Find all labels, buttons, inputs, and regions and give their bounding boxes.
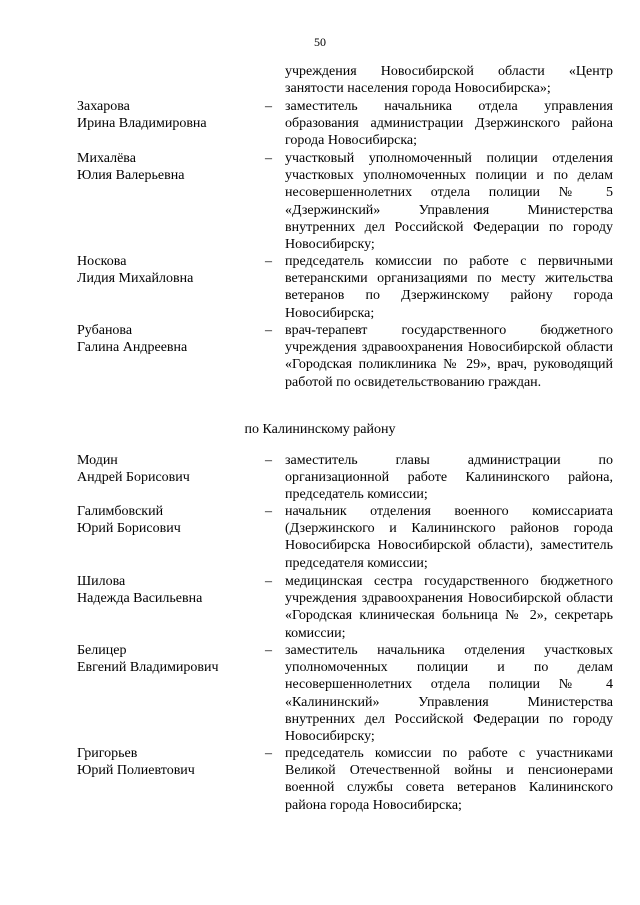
member-position: медицинская сестра государственного бюджетного учреждения здравоохранения Новосибирской области «Городская клиническая больница № 2», секретарь комиссии; <box>285 574 613 641</box>
page-number: 50 <box>314 35 326 49</box>
member-given-name: Галина Андреевна <box>77 340 188 356</box>
member-surname: Модин <box>77 453 118 468</box>
member-surname: Галимбовский <box>77 504 164 519</box>
member-surname: Захарова <box>77 99 130 114</box>
member-given-name: Андрей Борисович <box>77 470 190 486</box>
dash: – <box>265 643 272 658</box>
member-given-name: Юрий Борисович <box>77 521 181 537</box>
member-name <box>77 745 252 779</box>
member-given-name: Юрий Полиевтович <box>77 763 195 779</box>
member-position: врач-терапевт государственного бюджетного учреждения здравоохранения Новосибирской области «Городская поликлиника № 29», врач, руководящий работой по освидетельствованию граждан. <box>285 323 613 390</box>
member-position: заместитель главы администрации по организационной работе Калининского района, председатель комиссии; <box>285 453 613 503</box>
member-name <box>77 322 252 356</box>
section-heading: по Калининскому району <box>244 422 396 437</box>
member-name <box>77 150 252 184</box>
member-name <box>77 98 252 132</box>
member-name <box>77 573 252 607</box>
member-surname: Белицер <box>77 643 127 658</box>
member-given-name: Надежда Васильевна <box>77 591 203 607</box>
member-given-name: Евгений Владимирович <box>77 660 219 676</box>
member-position: председатель комиссии по работе с первичными ветеранскими организациями по месту жительства ветеранов по Дзержинскому району города Новосибирска; <box>285 254 613 321</box>
member-position: председатель комиссии по работе с участниками Великой Отечественной войны и пенсионерами военной службы совета ветеранов Калининского района города Новосибирска; <box>285 746 613 813</box>
dash: – <box>265 151 272 166</box>
dash: – <box>265 504 272 519</box>
member-position: начальник отделения военного комиссариата (Дзержинского и Калининского районов города Новосибирска Новосибирской области), заместитель председателя комиссии; <box>285 504 613 571</box>
member-name <box>77 253 252 287</box>
member-surname: Михалёва <box>77 151 136 166</box>
member-surname: Рубанова <box>77 323 133 338</box>
dash: – <box>265 323 272 338</box>
member-position: участковый уполномоченный полиции отделения участковых уполномоченных полиции и по делам несовершеннолетних отдела полиции № 5 «Дзержинский» Управления Министерства внутренних дел Российской Федерации по городу Новосибирску; <box>285 151 613 253</box>
member-position: заместитель начальника отделения участковых уполномоченных полиции и по делам несовершеннолетних отдела полиции № 4 «Калининский» Управления Министерства внутренних дел Российской Федерации по городу Новосибирску; <box>285 643 613 745</box>
member-given-name: Юлия Валерьевна <box>77 168 185 184</box>
member-given-name: Ирина Владимировна <box>77 116 207 132</box>
dash: – <box>265 99 272 114</box>
dash: – <box>265 574 272 589</box>
member-position: заместитель начальника отдела управления образования администрации Дзержинского района города Новосибирска; <box>285 99 613 149</box>
member-name <box>77 503 252 537</box>
continuation-text: учреждения Новосибирской области «Центр занятости населения города Новосибирска»; <box>285 64 613 97</box>
member-name <box>77 642 252 676</box>
member-given-name: Лидия Михайловна <box>77 271 194 287</box>
member-surname: Шилова <box>77 574 126 589</box>
member-surname: Григорьев <box>77 746 138 761</box>
dash: – <box>265 453 272 468</box>
dash: – <box>265 254 272 269</box>
member-surname: Носкова <box>77 254 127 269</box>
member-name <box>77 452 252 486</box>
dash: – <box>265 746 272 761</box>
